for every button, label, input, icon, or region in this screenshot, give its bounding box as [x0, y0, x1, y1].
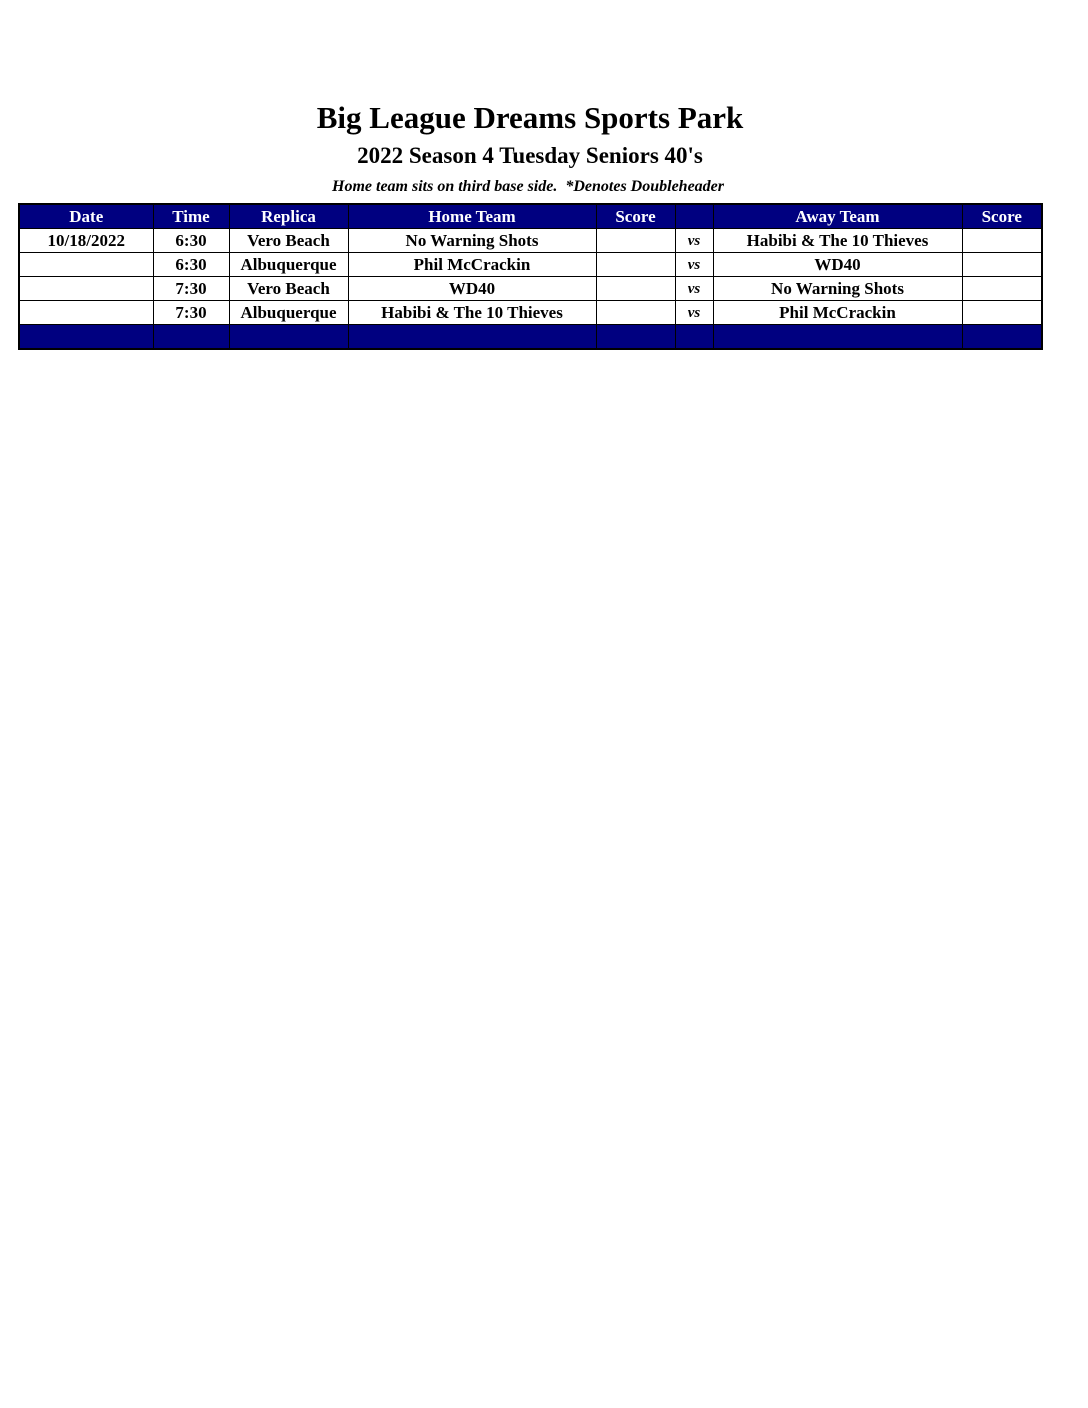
cell-home-score — [596, 277, 675, 301]
cell-date: 10/18/2022 — [19, 229, 153, 253]
footer-cell — [19, 325, 153, 350]
cell-replica: Albuquerque — [229, 253, 348, 277]
column-header-vs — [675, 204, 713, 229]
cell-away-team: No Warning Shots — [713, 277, 962, 301]
cell-away-team: Habibi & The 10 Thieves — [713, 229, 962, 253]
cell-vs: vs — [675, 277, 713, 301]
cell-vs: vs — [675, 253, 713, 277]
cell-away-team: WD40 — [713, 253, 962, 277]
cell-away-team: Phil McCrackin — [713, 301, 962, 325]
cell-away-score — [962, 301, 1042, 325]
footer-cell — [153, 325, 229, 350]
footer-cell — [675, 325, 713, 350]
cell-home-score — [596, 229, 675, 253]
footer-cell — [229, 325, 348, 350]
cell-time: 7:30 — [153, 277, 229, 301]
column-header-date: Date — [19, 204, 153, 229]
cell-vs: vs — [675, 229, 713, 253]
schedule-table — [18, 203, 1043, 350]
table-footer-row — [19, 325, 1042, 350]
cell-time: 6:30 — [153, 229, 229, 253]
footer-cell — [713, 325, 962, 350]
cell-away-score — [962, 277, 1042, 301]
cell-replica: Vero Beach — [229, 277, 348, 301]
page-title: Big League Dreams Sports Park — [316, 100, 744, 135]
cell-home-score — [596, 301, 675, 325]
cell-time: 6:30 — [153, 253, 229, 277]
footer-cell — [348, 325, 596, 350]
table-row — [19, 253, 1042, 277]
page-subtitle: 2022 Season 4 Tuesday Seniors 40's — [357, 143, 703, 168]
column-header-away-team: Away Team — [713, 204, 962, 229]
table-row — [19, 301, 1042, 325]
column-header-replica: Replica — [229, 204, 348, 229]
cell-away-score — [962, 229, 1042, 253]
cell-home-team: No Warning Shots — [348, 229, 596, 253]
footer-cell — [596, 325, 675, 350]
column-header-home-team: Home Team — [348, 204, 596, 229]
cell-home-team: WD40 — [348, 277, 596, 301]
column-header-away-score: Score — [962, 204, 1042, 229]
cell-home-score — [596, 253, 675, 277]
footer-cell — [962, 325, 1042, 350]
cell-date — [19, 277, 153, 301]
table-header-row — [19, 204, 1042, 229]
cell-replica: Vero Beach — [229, 229, 348, 253]
cell-time: 7:30 — [153, 301, 229, 325]
cell-date — [19, 301, 153, 325]
cell-away-score — [962, 253, 1042, 277]
cell-date — [19, 253, 153, 277]
table-row — [19, 277, 1042, 301]
cell-home-team: Habibi & The 10 Thieves — [348, 301, 596, 325]
cell-home-team: Phil McCrackin — [348, 253, 596, 277]
cell-replica: Albuquerque — [229, 301, 348, 325]
table-row — [19, 229, 1042, 253]
column-header-home-score: Score — [596, 204, 675, 229]
schedule-note: Home team sits on third base side. *Denotes Doubleheader — [332, 178, 724, 195]
cell-vs: vs — [675, 301, 713, 325]
column-header-time: Time — [153, 204, 229, 229]
